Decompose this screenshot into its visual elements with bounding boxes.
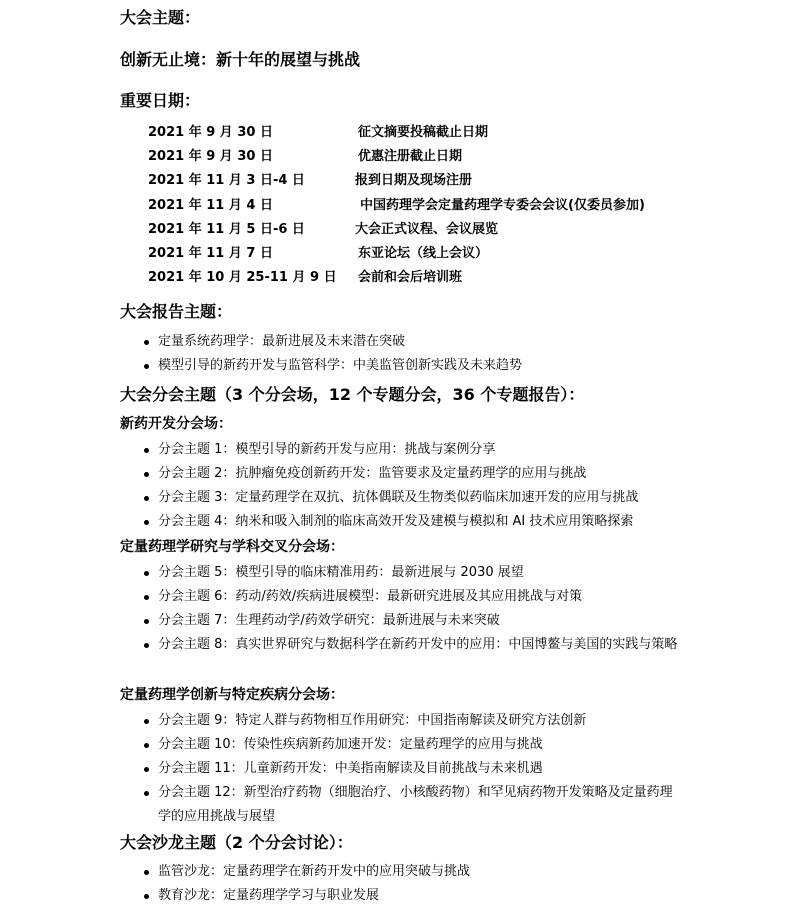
dates-heading: 重要日期： bbox=[120, 91, 201, 110]
list-item: 分会主题 10：传染性疾病新药加速开发：定量药理学的应用与挑战 bbox=[140, 733, 678, 757]
list-item: 分会主题 5：模型引导的临床精准用药：最新进展与 2030 展望 bbox=[140, 561, 678, 585]
list-item: 分会主题 7：生理药动学/药效学研究：最新进展与未来突破 bbox=[140, 609, 678, 633]
list-item: 分会主题 4：纳米和吸入制剂的临床高效开发及建模与模拟和 AI 技术应用策略探索 bbox=[140, 510, 678, 534]
list-item: 分会主题 9：特定人群与药物相互作用研究：中国指南解读及研究方法创新 bbox=[140, 709, 678, 733]
theme-text: 创新无止境：新十年的展望与挑战 bbox=[120, 50, 361, 69]
theme-heading: 大会主题： bbox=[120, 8, 201, 27]
venue-list bbox=[140, 561, 678, 657]
date-event: 征文摘要投稿截止日期 bbox=[358, 125, 489, 140]
venue-list bbox=[140, 709, 678, 829]
salon-heading: 大会沙龙主题（2 个分会讨论）： bbox=[120, 833, 353, 852]
date-value: 2021 年 10 月 25-11 月 9 日 bbox=[148, 270, 337, 286]
list-item: 模型引导的新药开发与监管科学：中美监管创新实践及未来趋势 bbox=[140, 354, 678, 378]
list-item: 分会主题 3：定量药理学在双抗、抗体偶联及生物类似药临床加速开发的应用与挑战 bbox=[140, 486, 678, 510]
list-item: 教育沙龙：定量药理学学习与职业发展 bbox=[140, 884, 678, 908]
report-heading: 大会报告主题： bbox=[120, 302, 233, 321]
salon-list bbox=[140, 860, 678, 908]
list-item: 监管沙龙：定量药理学在新药开发中的应用突破与挑战 bbox=[140, 860, 678, 884]
date-event: 大会正式议程、会议展览 bbox=[355, 221, 499, 237]
list-item: 分会主题 8：真实世界研究与数据科学在新药开发中的应用：中国博鳌与美国的实践与策略 bbox=[140, 633, 678, 657]
venue-heading: 定量药理学研究与学科交叉分会场： bbox=[120, 539, 344, 555]
sub-heading: 大会分会主题（3 个分会场，12 个专题分会，36 个专题报告）： bbox=[120, 385, 585, 404]
list-item: 定量系统药理学：最新进展及未来潜在突破 bbox=[140, 330, 678, 354]
venue-heading: 新药开发分会场： bbox=[120, 416, 232, 432]
date-event: 会前和会后培训班 bbox=[358, 270, 463, 286]
venue-heading: 定量药理学创新与特定疾病分会场： bbox=[120, 687, 344, 703]
date-value: 2021 年 9 月 30 日 bbox=[148, 149, 273, 165]
date-value: 2021 年 11 月 5 日-6 日 bbox=[148, 221, 305, 237]
date-value: 2021 年 11 月 7 日 bbox=[148, 245, 273, 261]
list-item: 分会主题 1：模型引导的新药开发与应用：挑战与案例分享 bbox=[140, 438, 678, 462]
list-item: 分会主题 6：药动/药效/疾病进展模型：最新研究进展及其应用挑战与对策 bbox=[140, 585, 678, 609]
venue-list bbox=[140, 438, 678, 534]
report-list bbox=[140, 330, 678, 378]
date-event: 报到日期及现场注册 bbox=[355, 173, 473, 189]
list-item: 分会主题 11：儿童新药开发：中美指南解读及目前挑战与未来机遇 bbox=[140, 757, 678, 781]
list-item: 分会主题 2：抗肿瘤免疫创新药开发：监管要求及定量药理学的应用与挑战 bbox=[140, 462, 678, 486]
date-value: 2021 年 9 月 30 日 bbox=[148, 125, 273, 140]
list-item: 分会主题 12：新型治疗药物（细胞治疗、小核酸药物）和罕见病药物开发策略及定量药理学的应用挑战与展望 bbox=[140, 781, 678, 829]
date-value: 2021 年 11 月 3 日-4 日 bbox=[148, 173, 305, 189]
date-value: 2021 年 11 月 4 日 bbox=[148, 197, 273, 213]
date-event: 中国药理学会定量药理学专委会会议(仅委员参加) bbox=[360, 197, 645, 213]
date-event: 优惠注册截止日期 bbox=[358, 149, 463, 165]
date-event: 东亚论坛（线上会议） bbox=[358, 245, 489, 261]
